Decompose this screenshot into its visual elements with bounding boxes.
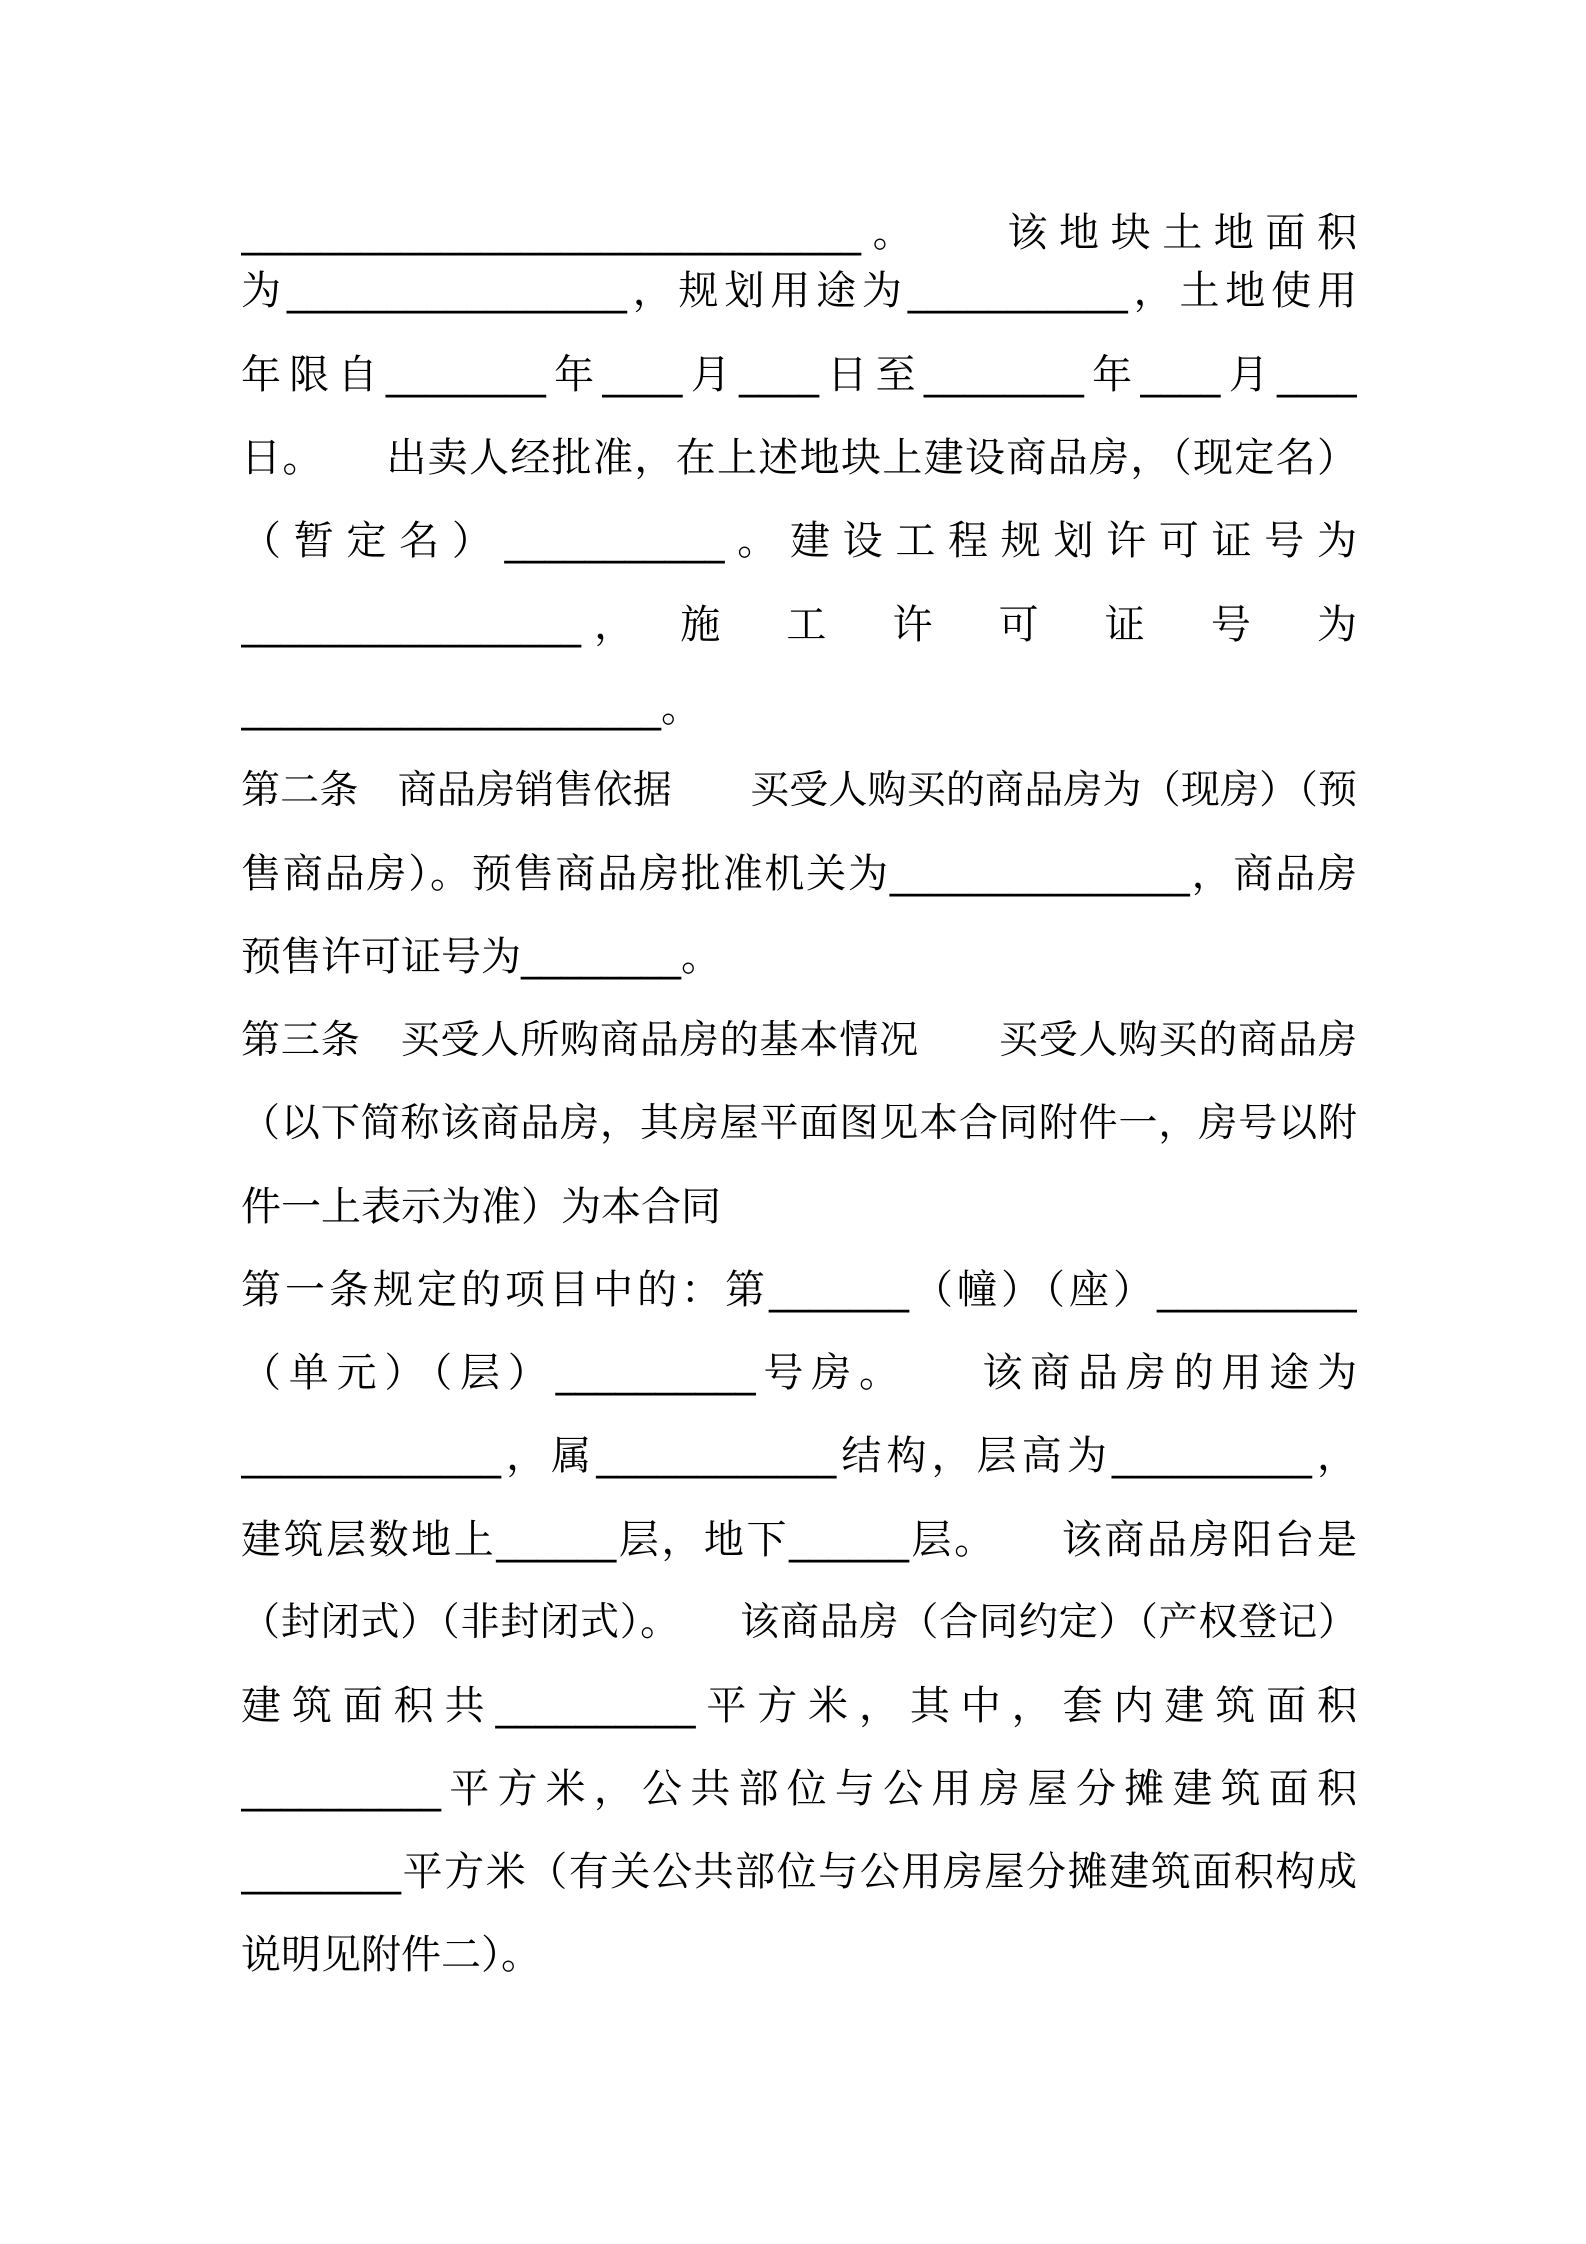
text-line: 年限自________年____月____日至________年____月____ xyxy=(241,352,1357,398)
text-line: （以下简称该商品房，其房屋平面图见本合同附件一，房号以附 xyxy=(241,1101,1357,1146)
text-line: （单元）（层）__________号房。 该商品房的用途为 xyxy=(241,1350,1357,1396)
text-line: _______________________________。 该地块土地面积 xyxy=(241,210,1357,256)
text-line: 售商品房）。预售商品房批准机关为_______________，商品房 xyxy=(241,851,1357,897)
text-line: __________平方米，公共部位与公用房屋分摊建筑面积 xyxy=(241,1766,1357,1812)
text-line: 为_________________，规划用途为___________，土地使用 xyxy=(241,268,1357,314)
text-line: 第一条规定的项目中的：第_______（幢）（座）__________ xyxy=(241,1267,1357,1313)
text-line: ________平方米（有关公共部位与公用房屋分摊建筑面积构成 xyxy=(241,1849,1357,1895)
text-line: 建筑面积共__________平方米，其中，套内建筑面积 xyxy=(241,1683,1357,1729)
text-line: 第三条 买受人所购商品房的基本情况 买受人购买的商品房 xyxy=(241,1018,1357,1063)
text-line: _____________________。 xyxy=(241,685,701,731)
text-line: _____________，属____________结构，层高为__________， xyxy=(241,1433,1357,1479)
text-line: （暂定名）___________。建设工程规划许可证号为 xyxy=(241,518,1357,564)
text-line: 预售许可证号为________。 xyxy=(241,934,721,980)
text-line: _________________， 施 工 许 可 证 号 为 xyxy=(241,602,1357,648)
text-line: 建筑层数地上______层，地下______层。 该商品房阳台是 xyxy=(241,1517,1357,1563)
text-line: 件一上表示为准）为本合同 xyxy=(241,1184,721,1230)
text-line: 日。 出卖人经批准，在上述地块上建设商品房，（现定名） xyxy=(241,435,1357,481)
text-line: 说明见附件二）。 xyxy=(241,1932,541,1978)
text-line: 第二条 商品房销售依据 买受人购买的商品房为（现房）（预 xyxy=(241,768,1357,813)
text-line: （封闭式）（非封闭式）。 该商品房（合同约定）（产权登记） xyxy=(241,1600,1357,1645)
